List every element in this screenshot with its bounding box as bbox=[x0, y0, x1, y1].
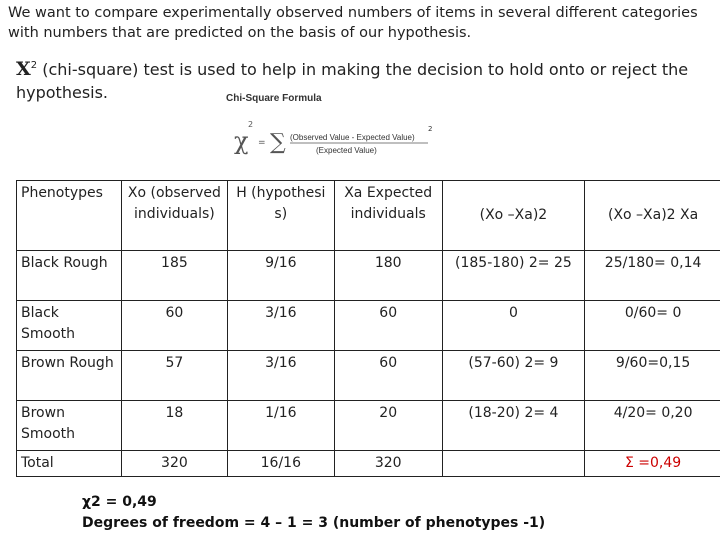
cell-xa: 60 bbox=[334, 301, 442, 351]
header-diff-squared: (Xo –Xa)2 bbox=[442, 181, 585, 251]
cell-phenotype: Black Smooth bbox=[17, 301, 122, 351]
header-h: H (hypothesi s) bbox=[227, 181, 334, 251]
cell-total-sum: Σ =0,49 bbox=[585, 451, 720, 477]
cell-phenotype: Brown Rough bbox=[17, 351, 122, 401]
cell-xa: 180 bbox=[334, 251, 442, 301]
cell-h: 3/16 bbox=[227, 301, 334, 351]
formula-numerator: (Observed Value - Expected Value) bbox=[290, 133, 415, 142]
chi-symbol-superscript: 2 bbox=[30, 60, 38, 71]
cell-total-h: 16/16 bbox=[227, 451, 334, 477]
cell-xo: 185 bbox=[121, 251, 227, 301]
cell-xo: 60 bbox=[121, 301, 227, 351]
formula-denominator: (Expected Value) bbox=[316, 146, 377, 155]
table-row bbox=[17, 251, 720, 301]
cell-ratio: 0/60= 0 bbox=[585, 301, 720, 351]
cell-h: 1/16 bbox=[227, 401, 334, 451]
table-total-row bbox=[17, 451, 720, 477]
cell-xo: 57 bbox=[121, 351, 227, 401]
cell-xa: 20 bbox=[334, 401, 442, 451]
formula-numerator-sup: 2 bbox=[428, 125, 433, 133]
cell-h: 9/16 bbox=[227, 251, 334, 301]
cell-phenotype: Black Rough bbox=[17, 251, 122, 301]
header-xo: Xo (observed individuals) bbox=[121, 181, 227, 251]
chi-square-table bbox=[16, 180, 720, 477]
cell-h: 3/16 bbox=[227, 351, 334, 401]
chi-symbol: X bbox=[16, 58, 31, 80]
formula-sigma: ∑ bbox=[270, 130, 286, 155]
cell-total-xo: 320 bbox=[121, 451, 227, 477]
cell-xa: 60 bbox=[334, 351, 442, 401]
formula-chi-sup: 2 bbox=[248, 120, 254, 129]
formula-equals: = bbox=[258, 138, 266, 148]
cell-xo: 18 bbox=[121, 401, 227, 451]
table-header-row bbox=[17, 181, 720, 251]
cell-diff: 0 bbox=[442, 301, 585, 351]
intro-text: We want to compare experimentally observed numbers of items in several different categories with numbers that are predicted on the basis of our hypothesis. bbox=[8, 5, 698, 41]
cell-total-xa: 320 bbox=[334, 451, 442, 477]
cell-total-label: Total bbox=[17, 451, 122, 477]
cell-total-empty bbox=[442, 451, 585, 477]
header-xa: Xa Expected individuals bbox=[334, 181, 442, 251]
chi-square-description-text: (chi-square) test is used to help in making the decision to hold onto or reject the hypothesis. bbox=[16, 60, 689, 102]
table-row bbox=[17, 351, 720, 401]
header-phenotypes: Phenotypes bbox=[17, 181, 122, 251]
formula-graphic bbox=[226, 107, 446, 163]
cell-diff: (185-180) 2= 25 bbox=[442, 251, 585, 301]
chi-square-result: χ2 = 0,49 bbox=[82, 494, 157, 510]
formula-chi: χ bbox=[234, 127, 249, 155]
cell-ratio: 25/180= 0,14 bbox=[585, 251, 720, 301]
table-row bbox=[17, 401, 720, 451]
formula-title: Chi-Square Formula bbox=[226, 93, 322, 104]
table-row bbox=[17, 301, 720, 351]
header-ratio: (Xo –Xa)2 Xa bbox=[585, 181, 720, 251]
cell-diff: (57-60) 2= 9 bbox=[442, 351, 585, 401]
cell-phenotype: Brown Smooth bbox=[17, 401, 122, 451]
chi-square-formula-image bbox=[226, 93, 446, 163]
cell-ratio: 9/60=0,15 bbox=[585, 351, 720, 401]
result-block bbox=[82, 492, 545, 534]
degrees-of-freedom: Degrees of freedom = 4 – 1 = 3 (number of phenotypes -1) bbox=[82, 515, 546, 531]
cell-diff: (18-20) 2= 4 bbox=[442, 401, 585, 451]
cell-ratio: 4/20= 0,20 bbox=[585, 401, 720, 451]
